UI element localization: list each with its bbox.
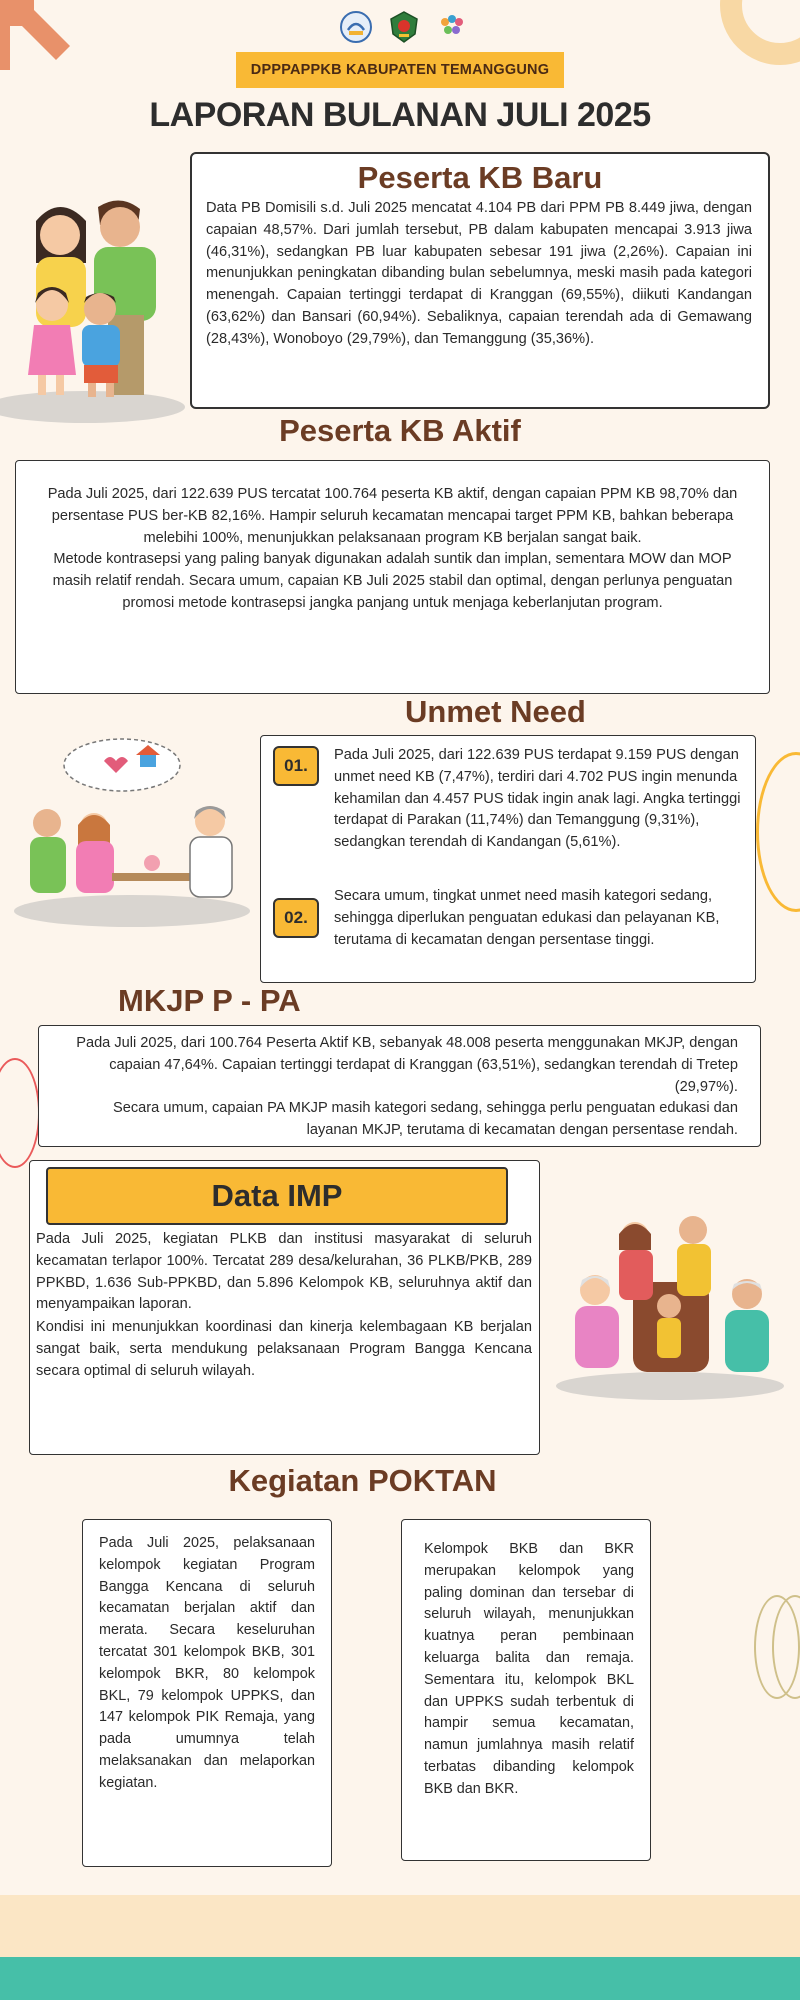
kb-baru-card — [190, 152, 770, 409]
mkjp-title: MKJP P - PA — [118, 983, 301, 1018]
logo-row — [328, 8, 480, 46]
unmet-need-card — [260, 735, 756, 983]
mkjp-card — [38, 1025, 761, 1147]
poktan-left-text: Pada Juli 2025, pelaksanaan kelompok kegiatan Program Bangga Kencana di seluruh kecamatan berjalan aktif dan merata. Secara keseluruhan tercatat 301 kelompok BKB, 301 kelompok BKR, 80 kelompok BKL, 79 kelompok UPPKS, dan 147 kelompok PIK Remaja, yang pada umumnya telah melaksanakan dan melaporkan kegiatan. — [99, 1535, 315, 1791]
arrow-decoration-icon — [0, 0, 72, 72]
footer-strip — [0, 1957, 800, 2000]
poktan-right-text: Kelompok BKB dan BKR merupakan kelompok yang paling dominan dan tersebar di seluruh wilayah, menunjukkan kuatnya peran pembinaan keluarga balita dan remaja. Sementara itu, kelompok BKL dan UPPKS sudah terbentuk di hampir semua kecamatan, namun jumlahnya masih relatif terbatas dibanding kelompok BKB dan BKR. — [424, 1541, 634, 1797]
imp-title: Data IMP — [46, 1167, 508, 1225]
kb-baru-title: Peserta KB Baru — [357, 160, 603, 195]
imp-text-1: Pada Juli 2025, kegiatan PLKB dan institusi masyarakat di seluruh kecamatan terlapor 100%. Tercatat 289 desa/kelurahan, 36 PLKB/PKB, 289 PPKBD, 1.636 Sub-PPKBD, dan 5.896 Kelompok KB, seluruhnya aktif dan menyampaikan laporan. — [36, 1231, 532, 1313]
program-logo-icon — [435, 10, 469, 44]
ring-decoration-right — [756, 752, 800, 912]
kb-aktif-text-1: Pada Juli 2025, dari 122.639 PUS tercatat 100.764 peserta KB aktif, dengan capaian PPM KB 98,70% dan persentase PUS ber-KB 82,16%. Hampir seluruh kecamatan mencapai target PPM KB, bahkan beberapa melebihi 100%, menunjukkan pelaksanaan program KB berjalan sangat baik. — [47, 486, 738, 546]
kb-aktif-card — [15, 460, 770, 694]
unmet-item-2-badge: 02. — [273, 898, 319, 938]
kb-aktif-text-2: Metode kontrasepsi yang paling banyak digunakan adalah suntik dan implan, sementara MOW dan MOP masih relatif rendah. Secara umum, capaian KB Juli 2025 stabil dan optimal, dengan perlunya penguatan promosi metode kontrasepsi jangka panjang untuk menjaga keberlanjutan program. — [52, 551, 733, 611]
poktan-title: Kegiatan POKTAN — [228, 1463, 497, 1498]
poktan-right-card — [401, 1519, 651, 1861]
unmet-item-1-badge: 01. — [273, 746, 319, 786]
temanggung-emblem-icon — [387, 10, 421, 44]
poktan-left-card — [82, 1519, 332, 1867]
imp-text-2: Kondisi ini menunjukkan koordinasi dan kinerja kelembagaan KB berjalan sangat baik, serta mendukung pelaksanaan Program Bangga Kencana secara optimal di seluruh wilayah. — [36, 1319, 532, 1379]
unmet-item-2-text: Secara umum, tingkat unmet need masih kategori sedang, sehingga diperlukan penguatan edukasi dan pelayanan KB, terutama di kecamatan dengan persentase tinggi. — [334, 888, 720, 948]
family-illustration-icon — [0, 185, 190, 425]
kb-aktif-title: Peserta KB Aktif — [279, 413, 521, 448]
kb-baru-text: Data PB Domisili s.d. Juli 2025 mencatat 4.104 PB dari PPM PB 8.449 jiwa, dengan capaian 48,57%. Dari jumlah tersebut, PB dalam kabupaten mencapai 3.913 jiwa (46,31%), sedangkan PB luar kabupaten sebesar 191 jiwa (2,26%). Capaian ini menunjukkan peningkatan dibanding bulan sebelumnya, meski masih pada kategori menengah. Capaian tertinggi terdapat di Kranggan (69,55%), diikuti Kandangan (63,62%) dan Bansari (60,94%). Sebaliknya, capaian terendah ada di Gemawang (28,43%), Wonoboyo (29,79%), dan Temanggung (35,36%). — [206, 200, 752, 347]
extended-family-illustration-icon — [555, 1210, 785, 1400]
footer-band — [0, 1895, 800, 1957]
mkjp-text-2: Secara umum, capaian PA MKJP masih kategori sedang, sehingga perlu penguatan edukasi dan layanan MKJP, terutama di kecamatan dengan persentase rendah. — [113, 1100, 738, 1139]
bkkbn-logo-icon — [339, 10, 373, 44]
unmet-need-title: Unmet Need — [405, 694, 586, 729]
page-title: LAPORAN BULANAN JULI 2025 — [149, 96, 651, 134]
ring-decoration-left — [0, 1058, 40, 1168]
unmet-item-1-text: Pada Juli 2025, dari 122.639 PUS terdapat 9.159 PUS dengan unmet need KB (7,47%), terdiri dari 4.702 PUS ingin menunda kehamilan dan 4.457 PUS tidak ingin anak lagi. Angka tertinggi terdapat di Parakan (11,74%) dan Temanggung (9,31%), sedangkan terendah di Kandangan (5,61%). — [334, 747, 741, 851]
consultation-illustration-icon — [12, 735, 252, 930]
organization-badge: DPPPAPPKB KABUPATEN TEMANGGUNG — [236, 52, 564, 88]
mkjp-text-1: Pada Juli 2025, dari 100.764 Peserta Aktif KB, sebanyak 48.008 peserta menggunakan MKJP, dengan capaian 47,64%. Capaian tertinggi terdapat di Kranggan (63,51%), sedangkan terendah di Tretep (29,97%). — [76, 1035, 738, 1095]
ring-decoration — [720, 0, 800, 65]
